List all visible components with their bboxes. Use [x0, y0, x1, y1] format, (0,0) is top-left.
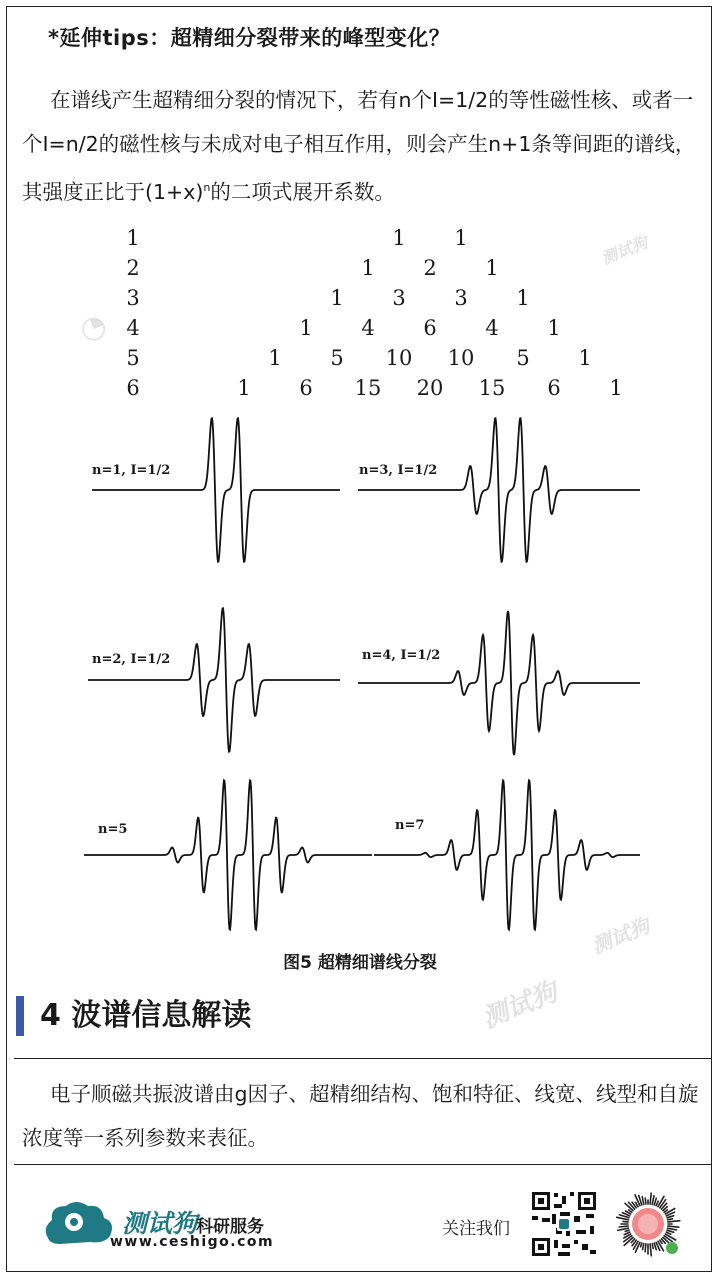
spectrum-trace — [358, 611, 640, 755]
spectrum-trace — [92, 418, 340, 561]
pascal-coefficient: 1 — [485, 256, 499, 280]
intro-text-1: 在谱线产生超精细分裂的情况下，若有n个I=1/2的等性磁性核、或者一个I=n/2的磁性核与未成对电子相互作用，则会产生n+1条等间距的谱线，其强度正比于(1+x) — [22, 88, 696, 204]
spectrum-trace — [88, 608, 340, 751]
pascal-coefficient: 1 — [299, 316, 313, 340]
pascal-coefficient: 1 — [454, 226, 468, 250]
pascal-row-label: 4 — [126, 316, 140, 340]
spectrum-trace — [374, 780, 640, 929]
pascal-coefficient: 4 — [485, 316, 499, 340]
brand-service: 科研服务 — [196, 1217, 264, 1237]
pascal-coefficient: 1 — [392, 226, 406, 250]
pascal-coefficient: 1 — [361, 256, 375, 280]
watermark-left-icon: ◔ — [74, 306, 112, 349]
pascal-coefficient: 5 — [516, 346, 530, 370]
section-paragraph: 电子顺磁共振波谱由g因子、超精细结构、饱和特征、线宽、线型和自旋浓度等一系列参数来表征。 — [22, 1082, 699, 1150]
pascal-coefficient: 1 — [547, 316, 561, 340]
pascal-row-label: 3 — [126, 286, 140, 310]
epr-spectra-figure — [0, 400, 720, 940]
intro-text-2: 的二项式展开系数。 — [210, 180, 395, 204]
tips-title: *延伸tips：超精细分裂带来的峰型变化？ — [48, 26, 451, 50]
section-title: 4 波谱信息解读 — [40, 998, 252, 1033]
pascal-coefficient: 6 — [299, 376, 313, 400]
pascal-row-label: 6 — [126, 376, 140, 400]
pascal-coefficient: 6 — [423, 316, 437, 340]
pascal-coefficient: 10 — [385, 346, 413, 370]
pascal-coefficient: 1 — [268, 346, 282, 370]
spectrum-label-n1: n=1, I=1/2 — [92, 463, 171, 478]
intro-superscript: n — [203, 181, 211, 194]
watermark-mid: 测试狗 — [588, 913, 653, 959]
pascal-coefficient: 10 — [447, 346, 475, 370]
brand-name: 测试狗 — [122, 1209, 198, 1238]
watermark-lower: 测试狗 — [478, 977, 562, 1035]
brand-website[interactable]: www.ceshigo.com — [110, 1234, 275, 1250]
pascal-row-label: 1 — [126, 226, 140, 250]
qr-code-icon[interactable] — [530, 1190, 598, 1258]
pascal-coefficient: 4 — [361, 316, 375, 340]
figure-caption: 图5 超精细谱线分裂 — [283, 953, 437, 973]
pascal-coefficient: 3 — [454, 286, 468, 310]
divider-top — [14, 1058, 712, 1059]
spectrum-trace — [358, 418, 640, 561]
pascal-coefficient: 3 — [392, 286, 406, 310]
spectrum-label-n4: n=4, I=1/2 — [362, 648, 441, 663]
pascal-coefficient: 5 — [330, 346, 344, 370]
pascal-coefficient: 1 — [516, 286, 530, 310]
dog-logo-icon — [40, 1198, 120, 1248]
spectrum-label-n5: n=5 — [98, 822, 128, 837]
spectrum-label-n2: n=2, I=1/2 — [92, 652, 171, 667]
pascal-row-label: 5 — [126, 346, 140, 370]
pascal-coefficient: 1 — [330, 286, 344, 310]
intro-paragraph — [22, 78, 702, 214]
pascal-row-label: 2 — [126, 256, 140, 280]
pascal-coefficient: 2 — [423, 256, 437, 280]
pascal-coefficient: 1 — [578, 346, 592, 370]
divider-bottom — [14, 1164, 712, 1165]
pascal-coefficient: 15 — [354, 376, 382, 400]
pascal-coefficient: 1 — [237, 376, 251, 400]
section-accent-bar — [16, 996, 24, 1036]
pascal-coefficient: 20 — [416, 376, 444, 400]
pascal-coefficient: 1 — [609, 376, 623, 400]
spectrum-label-n3: n=3, I=1/2 — [359, 463, 438, 478]
follow-us-label: 关注我们 — [442, 1219, 510, 1239]
spectrum-label-n7: n=7 — [395, 818, 425, 833]
watermark-top-right: 测试狗 — [598, 232, 651, 269]
mini-program-code-icon[interactable] — [612, 1188, 684, 1260]
pascal-coefficient: 6 — [547, 376, 561, 400]
spectrum-trace — [84, 780, 372, 929]
pascal-coefficient: 15 — [478, 376, 506, 400]
